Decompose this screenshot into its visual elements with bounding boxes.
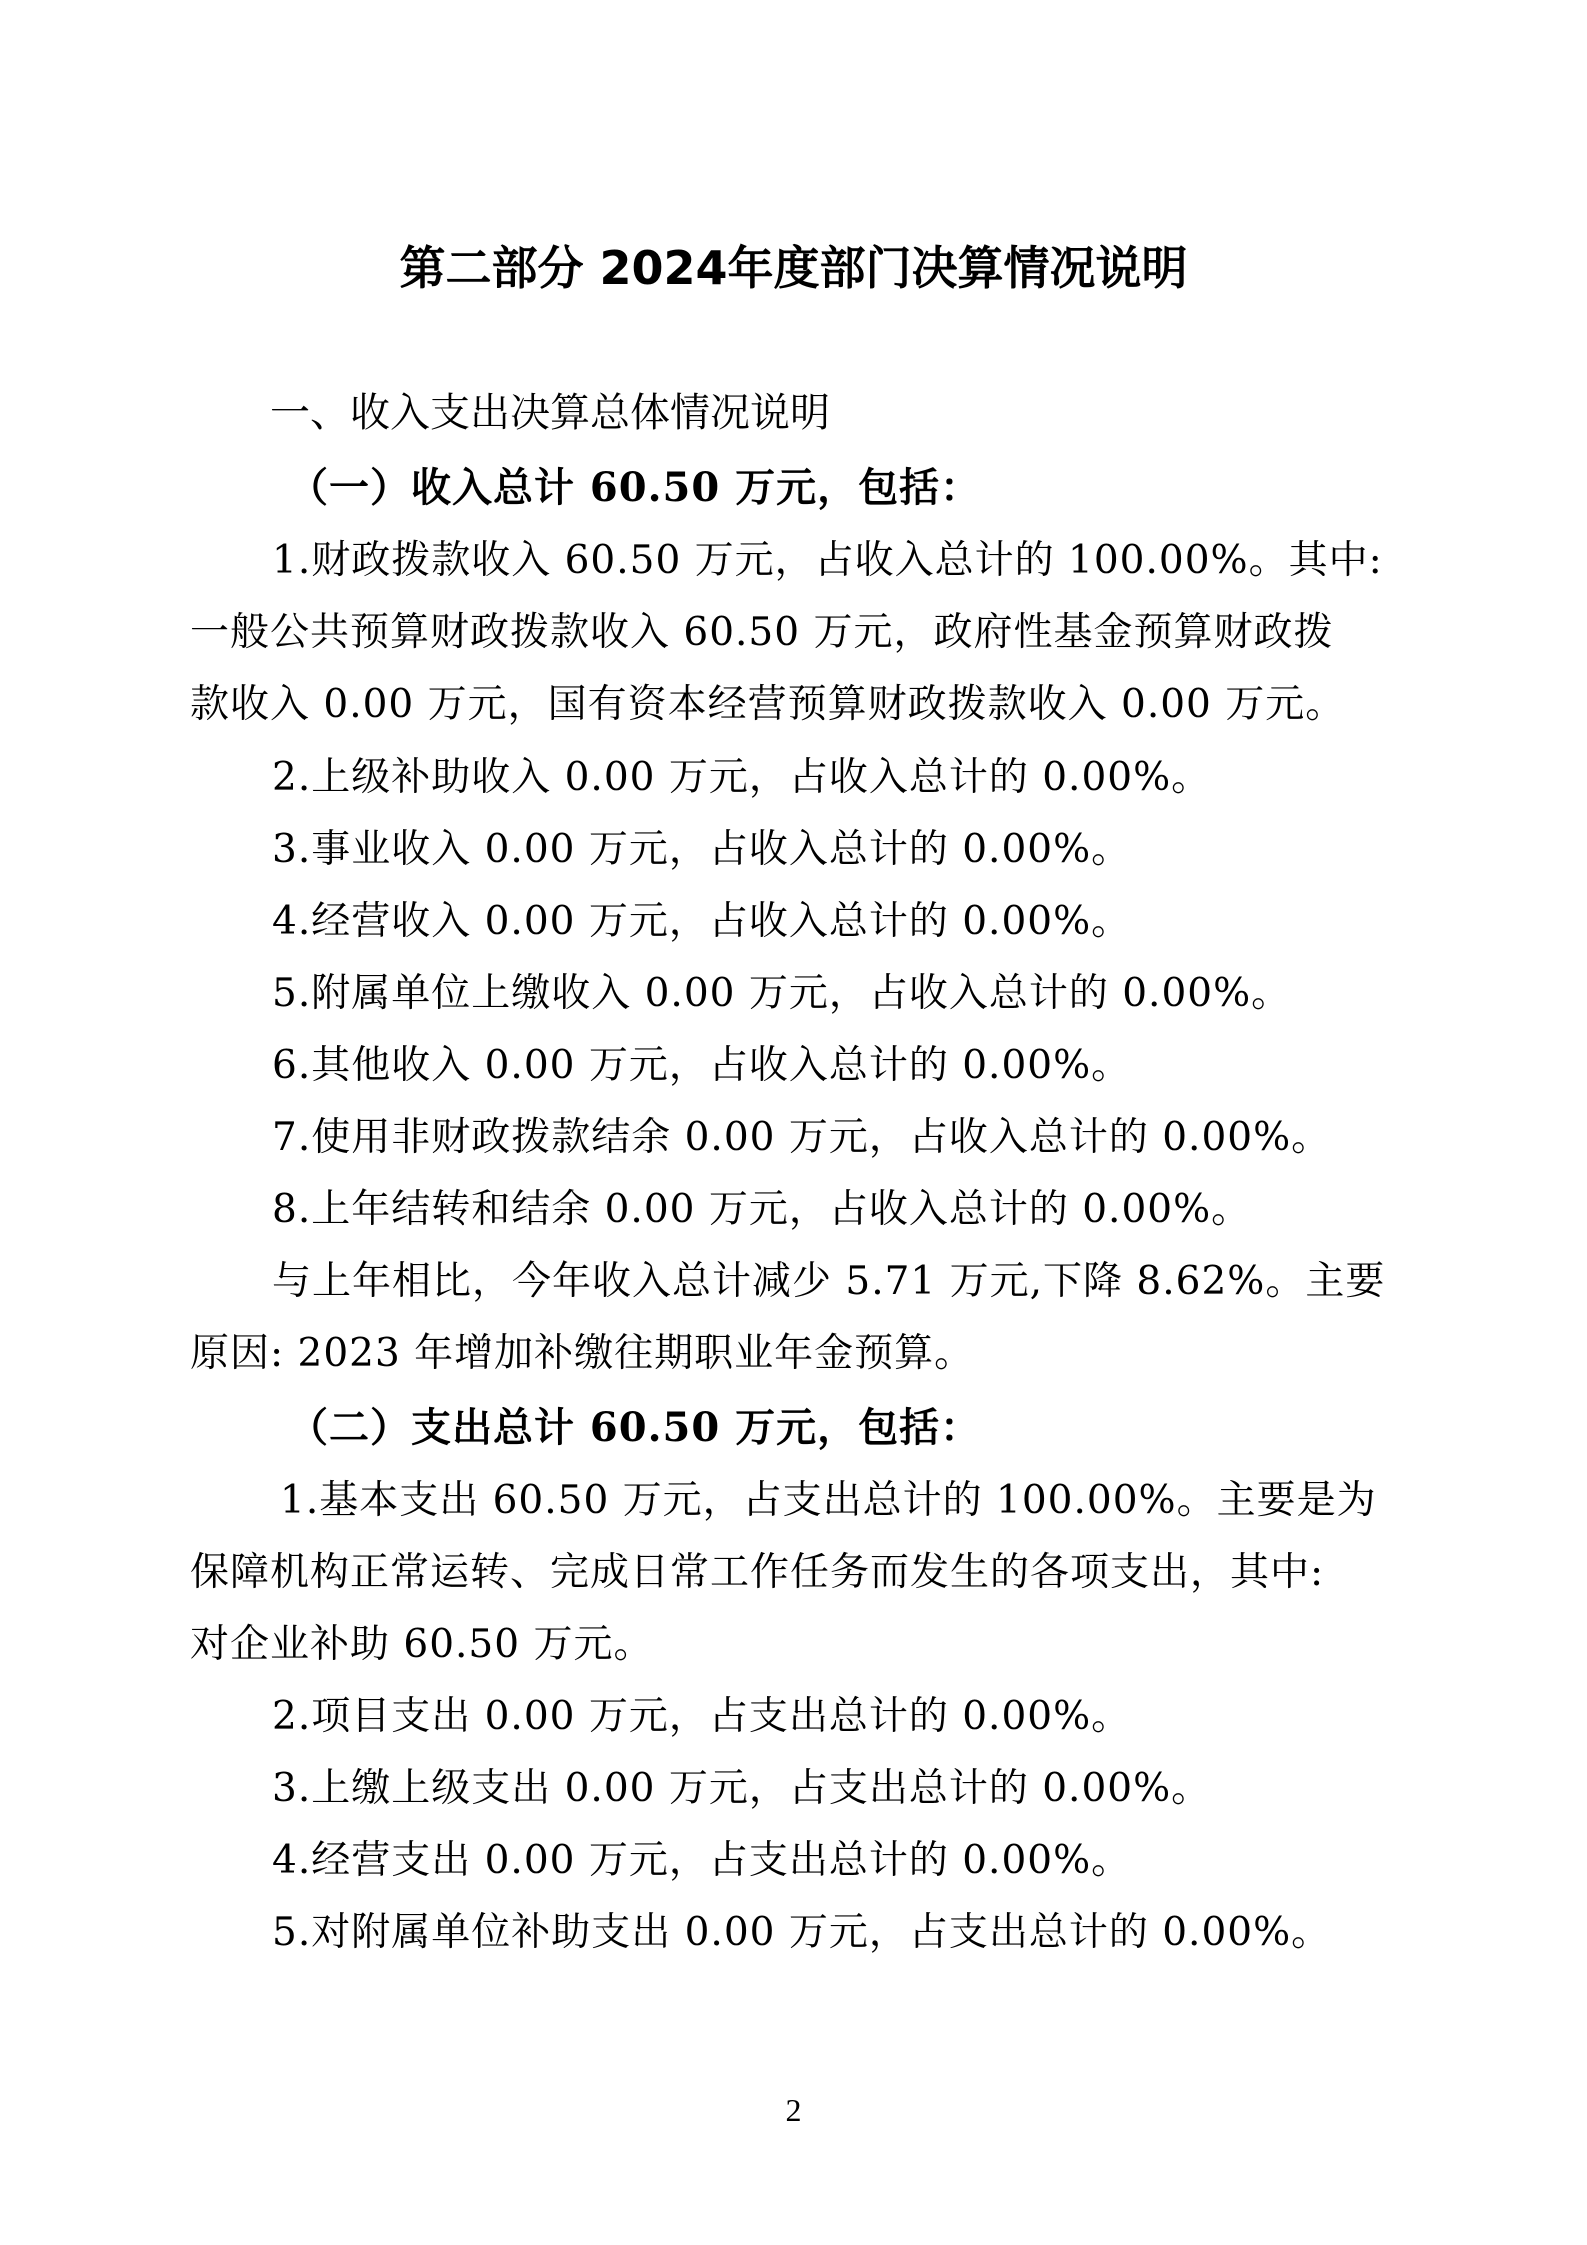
expense-line: 5.对附属单位补助支出 0.00 万元，占支出总计的 0.00%。 xyxy=(272,1910,1332,1955)
income-line: 一般公共预算财政拨款收入 60.50 万元，政府性基金预算财政拨 xyxy=(190,610,1334,655)
income-line: 1.财政拨款收入 60.50 万元，占收入总计的 100.00%。其中: xyxy=(272,538,1383,583)
section-heading: 一、收入支出决算总体情况说明 xyxy=(270,390,830,436)
expense-line: 保障机构正常运转、完成日常工作任务而发生的各项支出，其中: xyxy=(190,1550,1325,1595)
income-line: 6.其他收入 0.00 万元，占收入总计的 0.00%。 xyxy=(272,1043,1132,1088)
document-title: 第二部分 2024年度部门决算情况说明 xyxy=(399,241,1188,295)
income-subheading: （一）收入总计 60.50 万元，包括： xyxy=(288,464,982,511)
expense-line: 1.基本支出 60.50 万元，占支出总计的 100.00%。主要是为 xyxy=(280,1478,1377,1523)
expense-subheading: （二）支出总计 60.50 万元，包括： xyxy=(288,1404,982,1451)
income-line: 7.使用非财政拨款结余 0.00 万元，占收入总计的 0.00%。 xyxy=(272,1115,1332,1160)
income-line: 5.附属单位上缴收入 0.00 万元，占收入总计的 0.00%。 xyxy=(272,971,1292,1016)
income-line: 4.经营收入 0.00 万元，占收入总计的 0.00%。 xyxy=(272,899,1132,944)
expense-line: 2.项目支出 0.00 万元，占支出总计的 0.00%。 xyxy=(272,1694,1132,1739)
income-comparison-line: 原因: 2023 年增加补缴往期职业年金预算。 xyxy=(190,1331,975,1376)
expense-line: 3.上缴上级支出 0.00 万元，占支出总计的 0.00%。 xyxy=(272,1766,1212,1811)
income-line: 款收入 0.00 万元，国有资本经营预算财政拨款收入 0.00 万元。 xyxy=(190,682,1346,727)
income-comparison-line: 与上年相比，今年收入总计减少 5.71 万元,下降 8.62%。主要 xyxy=(272,1259,1386,1304)
income-line: 2.上级补助收入 0.00 万元，占收入总计的 0.00%。 xyxy=(272,755,1212,800)
page-number: 2 xyxy=(785,2092,802,2128)
expense-line: 对企业补助 60.50 万元。 xyxy=(190,1622,654,1667)
income-line: 8.上年结转和结余 0.00 万元，占收入总计的 0.00%。 xyxy=(272,1187,1252,1232)
expense-line: 4.经营支出 0.00 万元，占支出总计的 0.00%。 xyxy=(272,1838,1132,1883)
income-line: 3.事业收入 0.00 万元，占收入总计的 0.00%。 xyxy=(272,827,1132,872)
